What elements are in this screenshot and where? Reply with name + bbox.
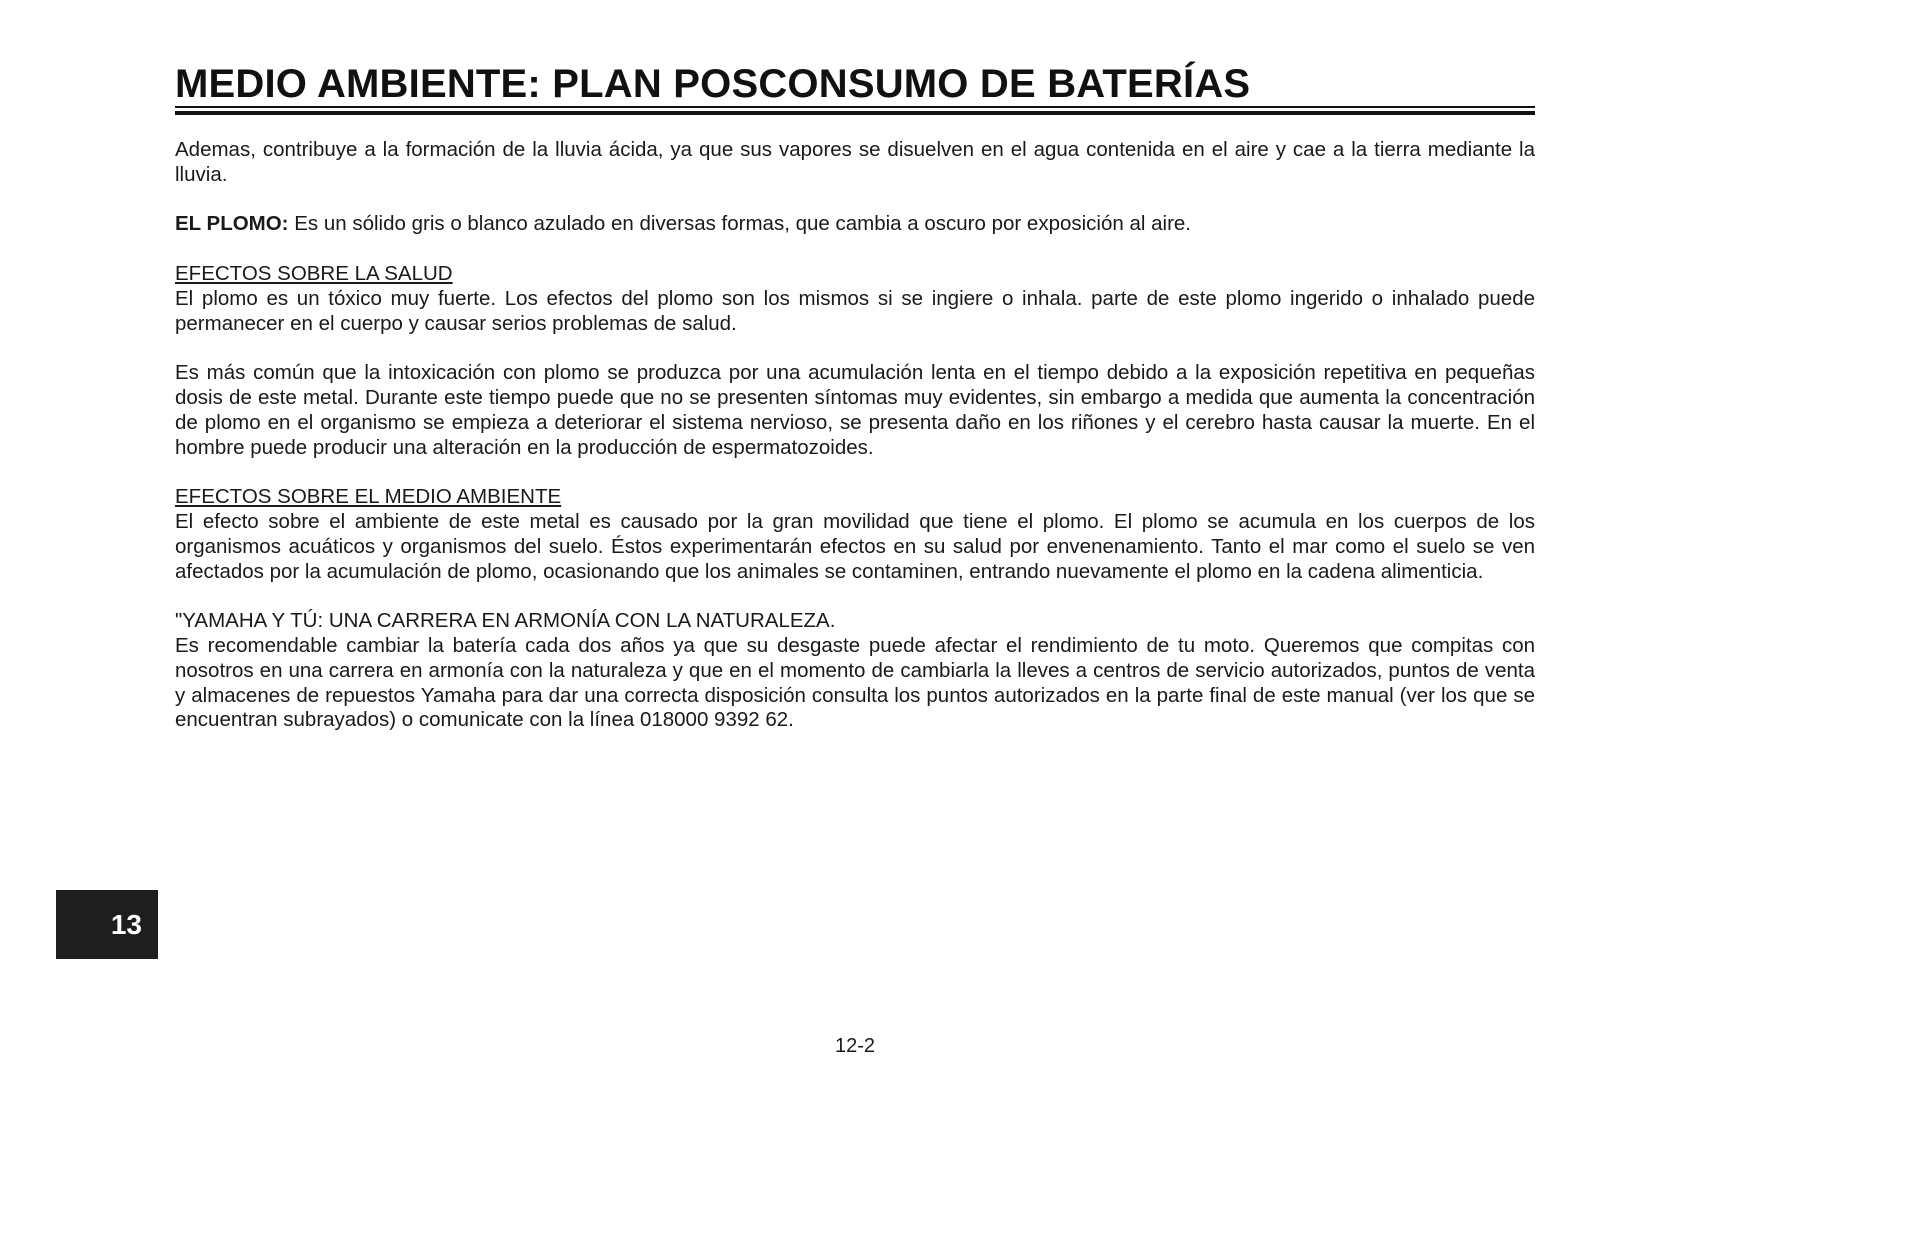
plomo-text: Es un sólido gris o blanco azulado en diversas formas, que cambia a oscuro por exposición al aire. [288, 212, 1192, 236]
chapter-tab [56, 890, 158, 959]
page-title: MEDIO AMBIENTE: PLAN POSCONSUMO DE BATERÍAS [175, 62, 1251, 106]
chapter-tab-number: 13 [110, 908, 142, 940]
yamaha-heading: "YAMAHA Y TÚ: UNA CARRERA EN ARMONÍA CON LA NATURALEZA. [175, 609, 836, 633]
title-underline-thick [175, 111, 1535, 115]
title-underline-thin [175, 106, 1535, 108]
page-number: 12-2 [834, 1035, 876, 1057]
salud-paragraph-1: El plomo es un tóxico muy fuerte. Los efectos del plomo son los mismos si se ingiere o inhala. parte de este plomo ingerido o inhalado puede permanecer en el cuerpo y causar serios problemas de salud. [175, 286, 1535, 335]
intro-paragraph: Ademas, contribuye a la formación de la lluvia ácida, ya que sus vapores se disuelven en el agua contenida en el aire y cae a la tierra mediante la lluvia. [175, 138, 1535, 186]
salud-paragraph-2: Es más común que la intoxicación con plomo se produzca por una acumulación lenta en el tiempo debido a la exposición repetitiva en pequeñas dosis de este metal. Durante este tiempo puede que no se presenten síntomas muy evidentes, sin embargo a medida que aumenta la concentración de plomo en el organismo se empieza a deteriorar el sistema nervioso, se presenta daño en los riñones y el cerebro hasta causar la muerte. En el hombre puede producir una alteración en la producción de espermatozoides. [175, 361, 1535, 459]
yamaha-paragraph: Es recomendable cambiar la batería cada dos años ya que su desgaste puede afectar el rendimiento de tu moto. Queremos que compitas con nosotros en una carrera en armonía con la naturaleza y que en el momento de cambiarla la lleves a centros de servicio autorizados, puntos de venta y almacenes de repuestos Yamaha para dar una correcta disposición consulta los puntos autorizados en la parte final de este manual (ver los que se encuentran subrayados) o comunicate con la línea 018000 9392 62. [175, 633, 1535, 732]
plomo-label: EL PLOMO: [175, 212, 289, 236]
ambiente-heading: EFECTOS SOBRE EL MEDIO AMBIENTE [175, 485, 562, 509]
plomo-paragraph [175, 212, 1535, 237]
main-content [175, 138, 1535, 733]
ambiente-paragraph: El efecto sobre el ambiente de este metal es causado por la gran movilidad que tiene el plomo. El plomo se acumula en los cuerpos de los organismos acuáticos y organismos del suelo. Éstos experimentarán efectos en su salud por envenenamiento. Tanto el mar como el suelo se ven afectados por la acumulación de plomo, ocasionando que los animales se contaminen, entrando nuevamente el plomo en la cadena alimenticia. [175, 509, 1535, 583]
salud-heading: EFECTOS SOBRE LA SALUD [175, 261, 453, 285]
